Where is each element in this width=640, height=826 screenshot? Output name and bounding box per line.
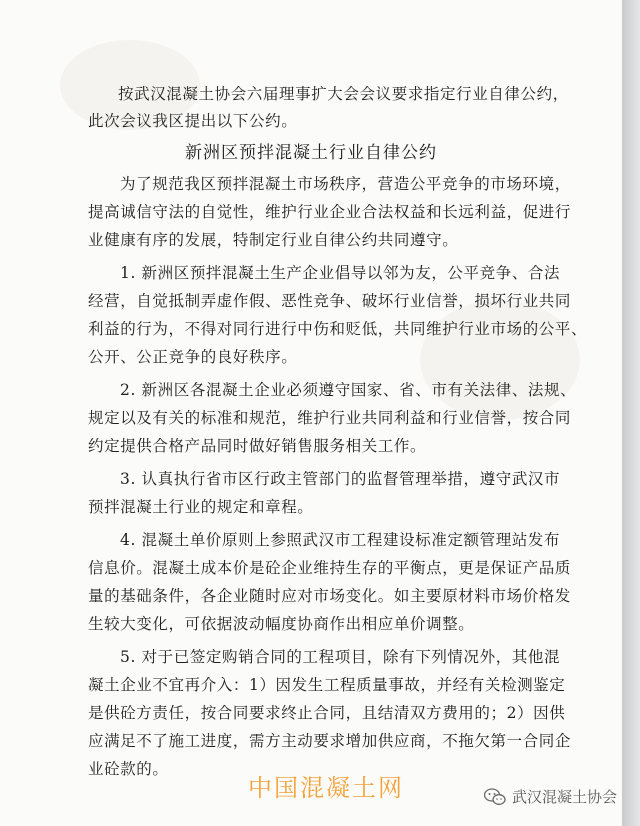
body-line: 规定以及有关的标准和规范，维护行业共同利益和行业信誉，按合同	[88, 409, 572, 427]
intro-line-2: 此次会议我区提出以下公约。	[88, 112, 298, 130]
brand-name: 武汉混凝土协会	[512, 788, 618, 806]
brand-tag	[484, 786, 617, 807]
body-line: 预拌混凝土行业的规定和章程。	[88, 498, 314, 516]
body-line: 是供砼方责任，按合同要求终止合同，且结清双方费用的；2）因供	[88, 704, 566, 722]
watermark: 中国混凝土网	[248, 774, 404, 802]
body-line: 提高诚信守法的自觉性，维护行业企业合法权益和长远利益，促进行	[88, 203, 572, 221]
body-line: 为了规范我区预拌混凝土市场秩序，营造公平竞争的市场环境，	[120, 175, 571, 193]
body-line: 业砼款的。	[88, 760, 169, 778]
body-line: 3. 认真执行省市区行政主管部门的监督管理举措，遵守武汉市	[120, 470, 561, 488]
body-line: 信息价。混凝土成本价是砼企业维持生存的平衡点，更是保证产品质	[88, 559, 572, 577]
body-line: 生较大变化，可依据波动幅度协商作出相应单价调整。	[88, 615, 475, 633]
body-line: 经营，自觉抵制弄虚作假、恶性竞争、破坏行业信誉，损坏行业共同	[88, 292, 572, 310]
body-line: 5. 对于已签定购销合同的工程项目，除有下列情况外，其他混	[120, 648, 561, 666]
body-line: 4. 混凝土单价原则上参照武汉市工程建设标准定额管理站发布	[120, 531, 561, 549]
body-line: 2. 新洲区各混凝土企业必须遵守国家、省、市有关法律、法规、	[120, 381, 577, 399]
page-edge	[622, 0, 640, 826]
wechat-icon	[484, 788, 506, 806]
body-line: 凝土企业不宜再介入：1）因发生工程质量事故，并经有关检测鉴定	[88, 676, 566, 694]
body-line: 1. 新洲区预拌混凝土生产企业倡导以邻为友，公平竞争、合法	[120, 264, 561, 282]
body-line: 量的基础条件，各企业随时应对市场变化。如主要原材料市场价格发	[88, 587, 572, 605]
body-line: 利益的行为，不得对同行进行中伤和贬低，共同维护行业市场的公平、	[88, 320, 588, 338]
body-line: 业健康有序的发展，特制定行业自律公约共同遵守。	[88, 231, 459, 249]
body-line: 公开、公正竞争的良好秩序。	[88, 348, 298, 366]
intro-line-1: 按武汉混凝土协会六届理事扩大会会议要求指定行业自律公约，	[118, 85, 569, 103]
document-title: 新洲区预拌混凝土行业自律公约	[185, 143, 437, 163]
body-line: 约定提供合格产品同时做好销售服务相关工作。	[88, 437, 427, 455]
body-line: 应满足不了施工进度，需方主动要求增加供应商，不拖欠第一合同企	[88, 732, 572, 750]
